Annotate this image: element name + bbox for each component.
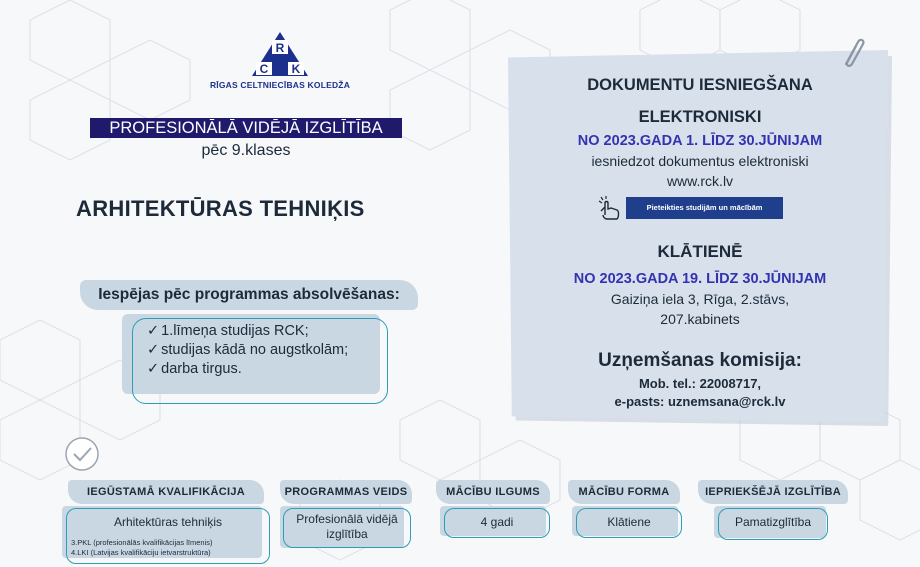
logo-triangle-icon	[250, 30, 310, 78]
previous-education-tab: IEPRIEKŠĒJĀ IZGLĪTĪBA	[698, 480, 848, 504]
opportunity-item: ✓ studijas kādā no augstkolām;	[147, 341, 373, 360]
opportunities-list	[132, 318, 388, 404]
commission-phone: Mob. tel.: 22008717,	[638, 376, 762, 391]
program-title: ARHITEKTŪRAS TEHNIĶIS	[76, 196, 365, 221]
logo-letter-k: K	[291, 62, 301, 76]
program-type-card: Profesionālā vidējā izglītība	[283, 508, 411, 548]
website-link[interactable]: www.rck.lv	[666, 173, 734, 189]
opportunity-item: ✓ darba tirgus.	[147, 360, 373, 379]
qualification-tab: IEGŪSTAMĀ KVALIFIKĀCIJA	[68, 480, 264, 504]
commission-title: Uzņemšanas komisija:	[598, 350, 802, 371]
qualification-card	[66, 508, 270, 564]
study-duration-tab: MĀCĪBU ILGUMS	[436, 480, 550, 504]
documents-title-line1: DOKUMENTU IESNIEGŠANA	[587, 76, 813, 94]
qualification-sub2: 4.LKI (Latvijas kvalifikāciju ietvarstruktūra)	[71, 548, 211, 557]
program-type-tab: PROGRAMMAS VEIDS	[280, 480, 412, 504]
education-level-banner: PROFESIONĀLĀ VIDĒJĀ IZGLĪTĪBA	[90, 118, 402, 138]
commission-email[interactable]: e-pasts: uznemsana@rck.lv	[614, 394, 786, 409]
in-person-title: KLĀTIENĒ	[657, 242, 743, 261]
documents-title-line2: ELEKTRONISKI	[638, 108, 762, 126]
logo-letter-r: R	[275, 41, 285, 55]
logo-caption: RĪGAS CELTNIECĪBAS KOLEDŽA	[209, 80, 351, 90]
opportunities-header: Iespējas pēc programmas absolvēšanas:	[80, 280, 418, 310]
online-submission-text: iesniedzot dokumentus elektroniski	[591, 153, 809, 169]
check-circle-icon	[64, 436, 100, 472]
apply-studies-button[interactable]: Pieteikties studijām un mācībām	[626, 197, 783, 219]
address-line1: Gaiziņa iela 3, Rīga, 2.stāvs,	[610, 291, 790, 307]
qualification-sub1: 3.PKL (profesionālās kvalifikācijas līmenis)	[71, 538, 213, 547]
previous-education-card: Pamatizglītība	[718, 508, 828, 540]
pointing-hand-icon	[597, 195, 625, 223]
qualification-value: Arhitektūras tehniķis	[113, 515, 223, 529]
opportunity-item: ✓ 1.līmeņa studijas RCK;	[147, 322, 373, 341]
in-person-date-range: NO 2023.GADA 19. LĪDZ 30.JŪNIJAM	[573, 271, 827, 287]
study-form-tab: MĀCĪBU FORMA	[568, 480, 680, 504]
paperclip-icon	[838, 36, 866, 70]
study-duration-card: 4 gadi	[444, 508, 550, 538]
address-line2: 207.kabinets	[660, 311, 740, 327]
after-grade-text: pēc 9.klases	[201, 142, 291, 159]
college-logo	[200, 30, 360, 90]
study-form-card: Klātiene	[576, 508, 682, 538]
logo-letter-c: C	[259, 62, 269, 76]
online-date-range: NO 2023.GADA 1. LĪDZ 30.JŪNIJAM	[577, 133, 823, 149]
